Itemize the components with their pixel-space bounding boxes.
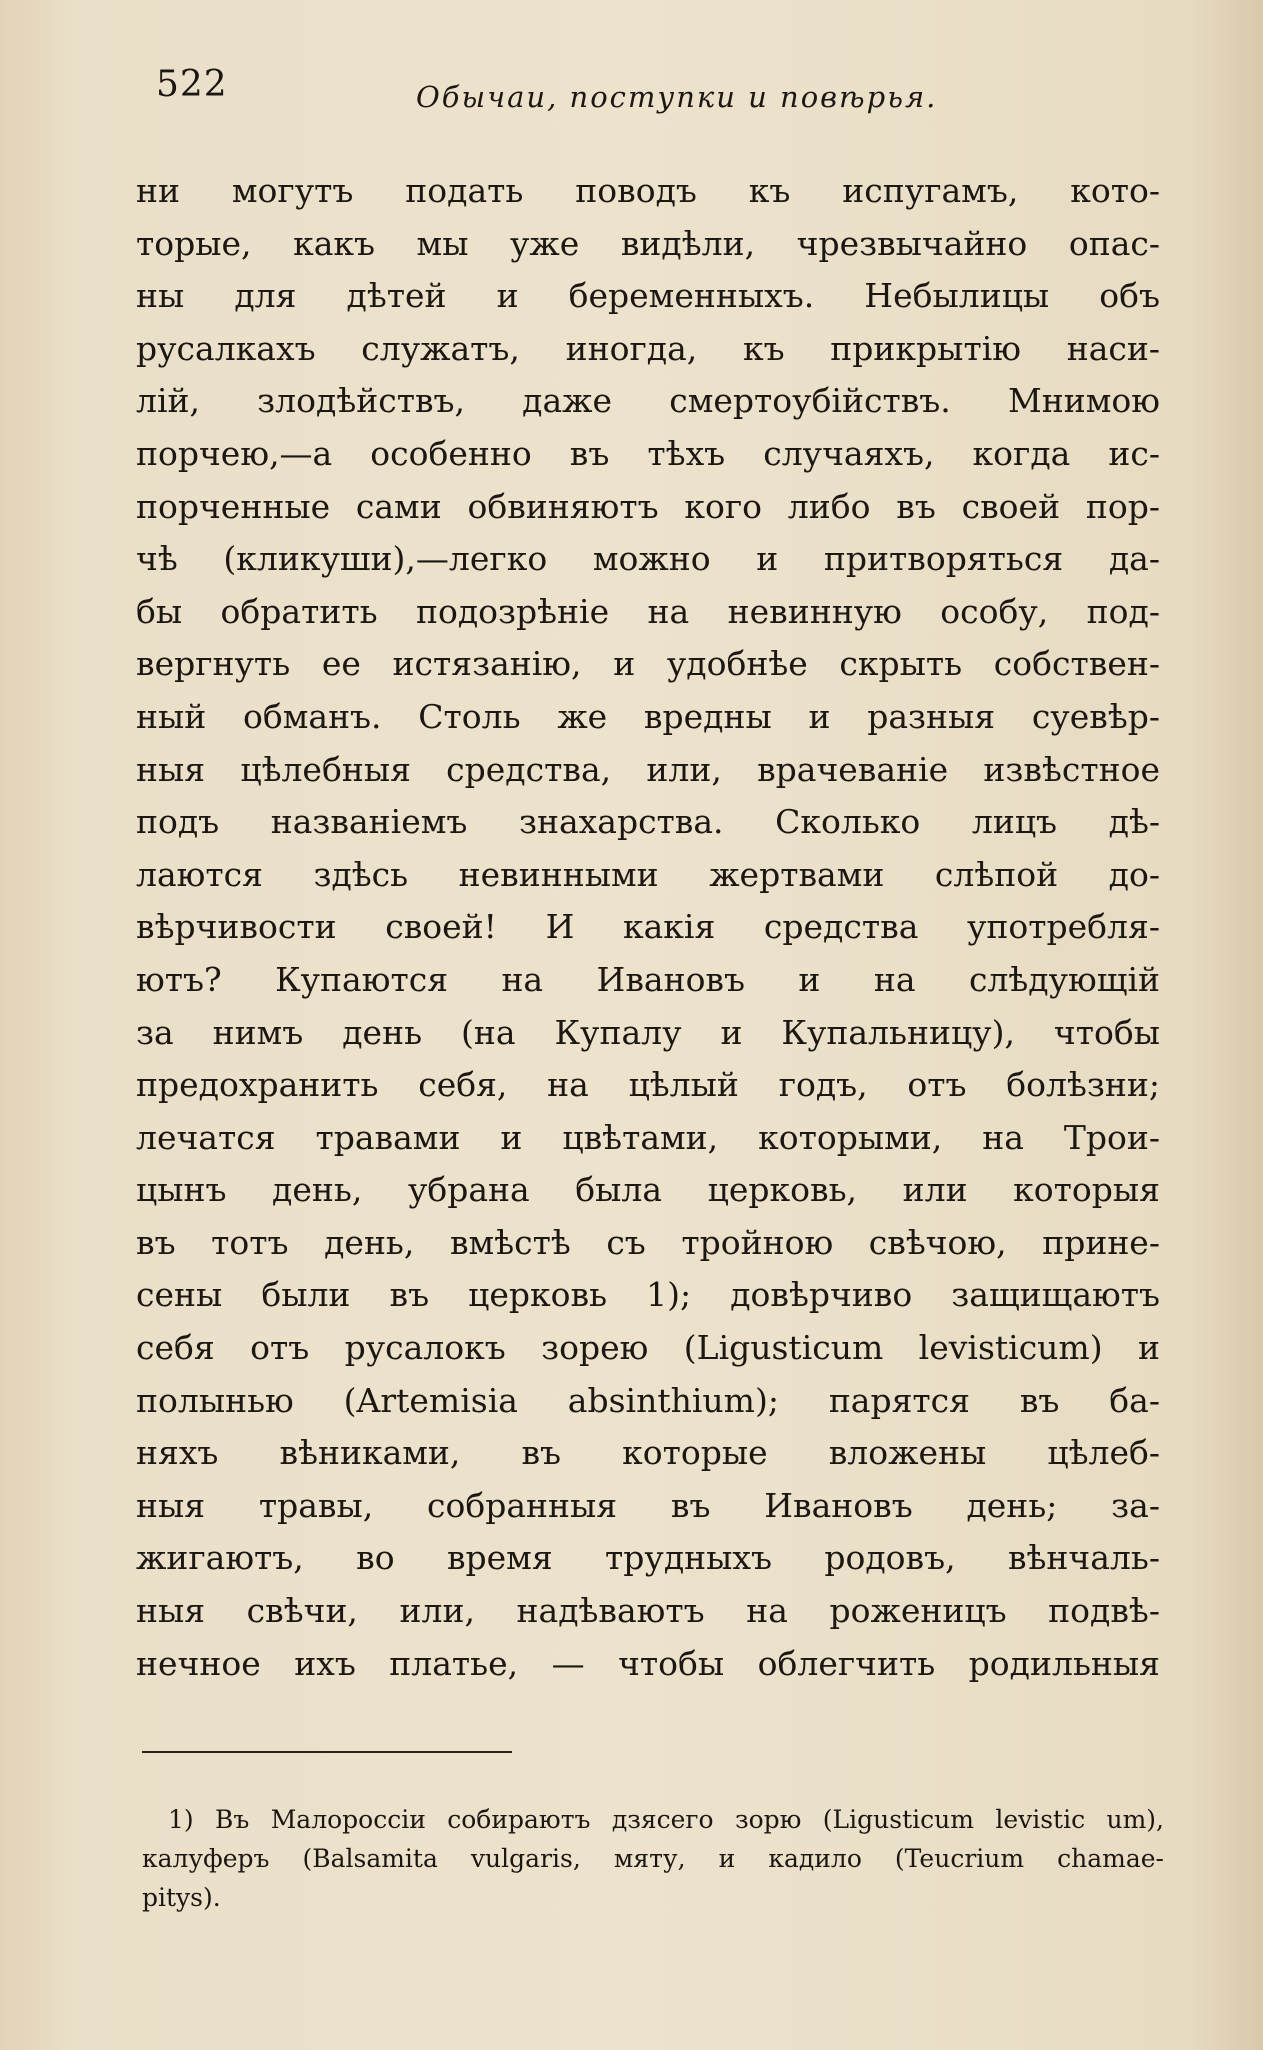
text-line	[136, 323, 1160, 376]
text-line	[136, 375, 1160, 428]
text-line-content: жигаютъ, во время трудныхъ родовъ, вѣнчаль-	[136, 1538, 1160, 1578]
text-line-content: лій, злодѣйствъ, даже смертоубійствъ. Мнимою	[136, 381, 1160, 421]
text-line-content: ютъ? Купаются на Ивановъ и на слѣдующій	[136, 959, 1160, 999]
text-line	[136, 1322, 1160, 1375]
text-line	[136, 1532, 1160, 1585]
text-line-content: нечное ихъ платье, — чтобы облегчить родильныя	[136, 1643, 1160, 1683]
text-line-content: ный обманъ. Столь же вредны и разныя суевѣр-	[136, 696, 1160, 736]
text-line-content: лечатся травами и цвѣтами, которыми, на Трои-	[136, 1117, 1160, 1157]
text-line-content: за нимъ день (на Купалу и Купальницу), чтобы	[136, 1012, 1160, 1052]
text-line-content: въ тотъ день, вмѣстѣ съ тройною свѣчою, принe-	[136, 1222, 1160, 1262]
text-line-content: русалкахъ служатъ, иногда, къ прикрытію наси-	[136, 328, 1160, 368]
footnote-line: калуферъ (Balsamita vulgaris, мяту, и кадило (Teucrium chamae-	[142, 1844, 1164, 1873]
text-line-content: торые, какъ мы уже видѣли, чрезвычайно опас-	[136, 223, 1160, 263]
text-line	[136, 1112, 1160, 1165]
text-line	[136, 533, 1160, 586]
text-line-content: бы обратить подозрѣніе на невинную особу, под-	[136, 591, 1160, 631]
footnote-divider	[142, 1751, 512, 1753]
text-line	[136, 1638, 1160, 1691]
text-line-content: сены были въ церковь 1); довѣрчиво защищаютъ	[136, 1275, 1160, 1315]
text-line	[136, 1164, 1160, 1217]
text-line-content: няхъ вѣниками, въ которые вложены цѣлеб-	[136, 1433, 1160, 1473]
text-line-content: ныя цѣлебныя средства, или, врачеваніе извѣстное	[136, 749, 1160, 789]
text-line-content: предохранить себя, на цѣлый годъ, отъ болѣзни;	[136, 1065, 1160, 1105]
text-line	[136, 428, 1160, 481]
main-text	[136, 165, 1160, 1690]
text-line	[136, 849, 1160, 902]
text-line	[136, 901, 1160, 954]
text-line	[136, 1059, 1160, 1112]
text-line	[136, 744, 1160, 797]
text-line-content: ныя травы, собранныя въ Ивановъ день; за-	[136, 1485, 1160, 1525]
text-line	[136, 638, 1160, 691]
text-line-content: цынъ день, убрана была церковь, или которыя	[136, 1170, 1160, 1210]
text-line-content: вѣрчивости своей! И какія средства употребля-	[136, 907, 1160, 947]
text-line-content: порченные сами обвиняютъ кого либо въ своей пор-	[136, 486, 1160, 526]
running-title: Обычаи, поступки и повѣрья.	[416, 80, 938, 114]
text-line-content: вергнуть ее истязанію, и удобнѣе скрыть собствен-	[136, 644, 1160, 684]
text-line-content: порчею,—а особенно въ тѣхъ случаяхъ, когда ис-	[136, 433, 1160, 473]
text-line-content: ны для дѣтей и беременныхъ. Небылицы объ	[136, 276, 1160, 316]
text-line	[136, 1427, 1160, 1480]
text-line	[136, 954, 1160, 1007]
text-line	[136, 1480, 1160, 1533]
text-line-content: подъ названіемъ знахарства. Сколько лицъ дѣ-	[136, 802, 1160, 842]
text-line	[136, 796, 1160, 849]
text-line	[136, 165, 1160, 218]
text-line	[136, 1585, 1160, 1638]
text-line-content: ни могутъ подать поводъ къ испугамъ, кото-	[136, 171, 1160, 210]
text-line	[136, 691, 1160, 744]
text-line	[136, 1269, 1160, 1322]
text-line	[136, 586, 1160, 639]
text-line-content: чѣ (кликуши),—легко можно и притворяться да-	[136, 539, 1160, 579]
text-line	[136, 218, 1160, 271]
text-line-content: ныя свѣчи, или, надѣваютъ на рожeницъ подвѣ-	[136, 1591, 1160, 1631]
text-line-content: лаются здѣсь невинными жертвами слѣпой до-	[136, 854, 1160, 894]
text-line	[136, 1217, 1160, 1270]
text-line-content: себя отъ русалокъ зорею (Ligusticum levisticum) и	[136, 1328, 1160, 1368]
text-line	[136, 1375, 1160, 1428]
footnote-line: pitys).	[142, 1883, 221, 1912]
text-line-content: полынью (Artemisia absinthium); парятся въ ба-	[136, 1380, 1160, 1420]
footnote-line: 1) Въ Малороссіи собираютъ дзясего зорю (Ligusticum levistic um),	[168, 1805, 1164, 1834]
page-number: 522	[156, 64, 228, 105]
footnotes	[142, 1800, 1164, 1917]
text-line	[136, 270, 1160, 323]
text-line	[136, 481, 1160, 534]
text-line	[136, 1007, 1160, 1060]
